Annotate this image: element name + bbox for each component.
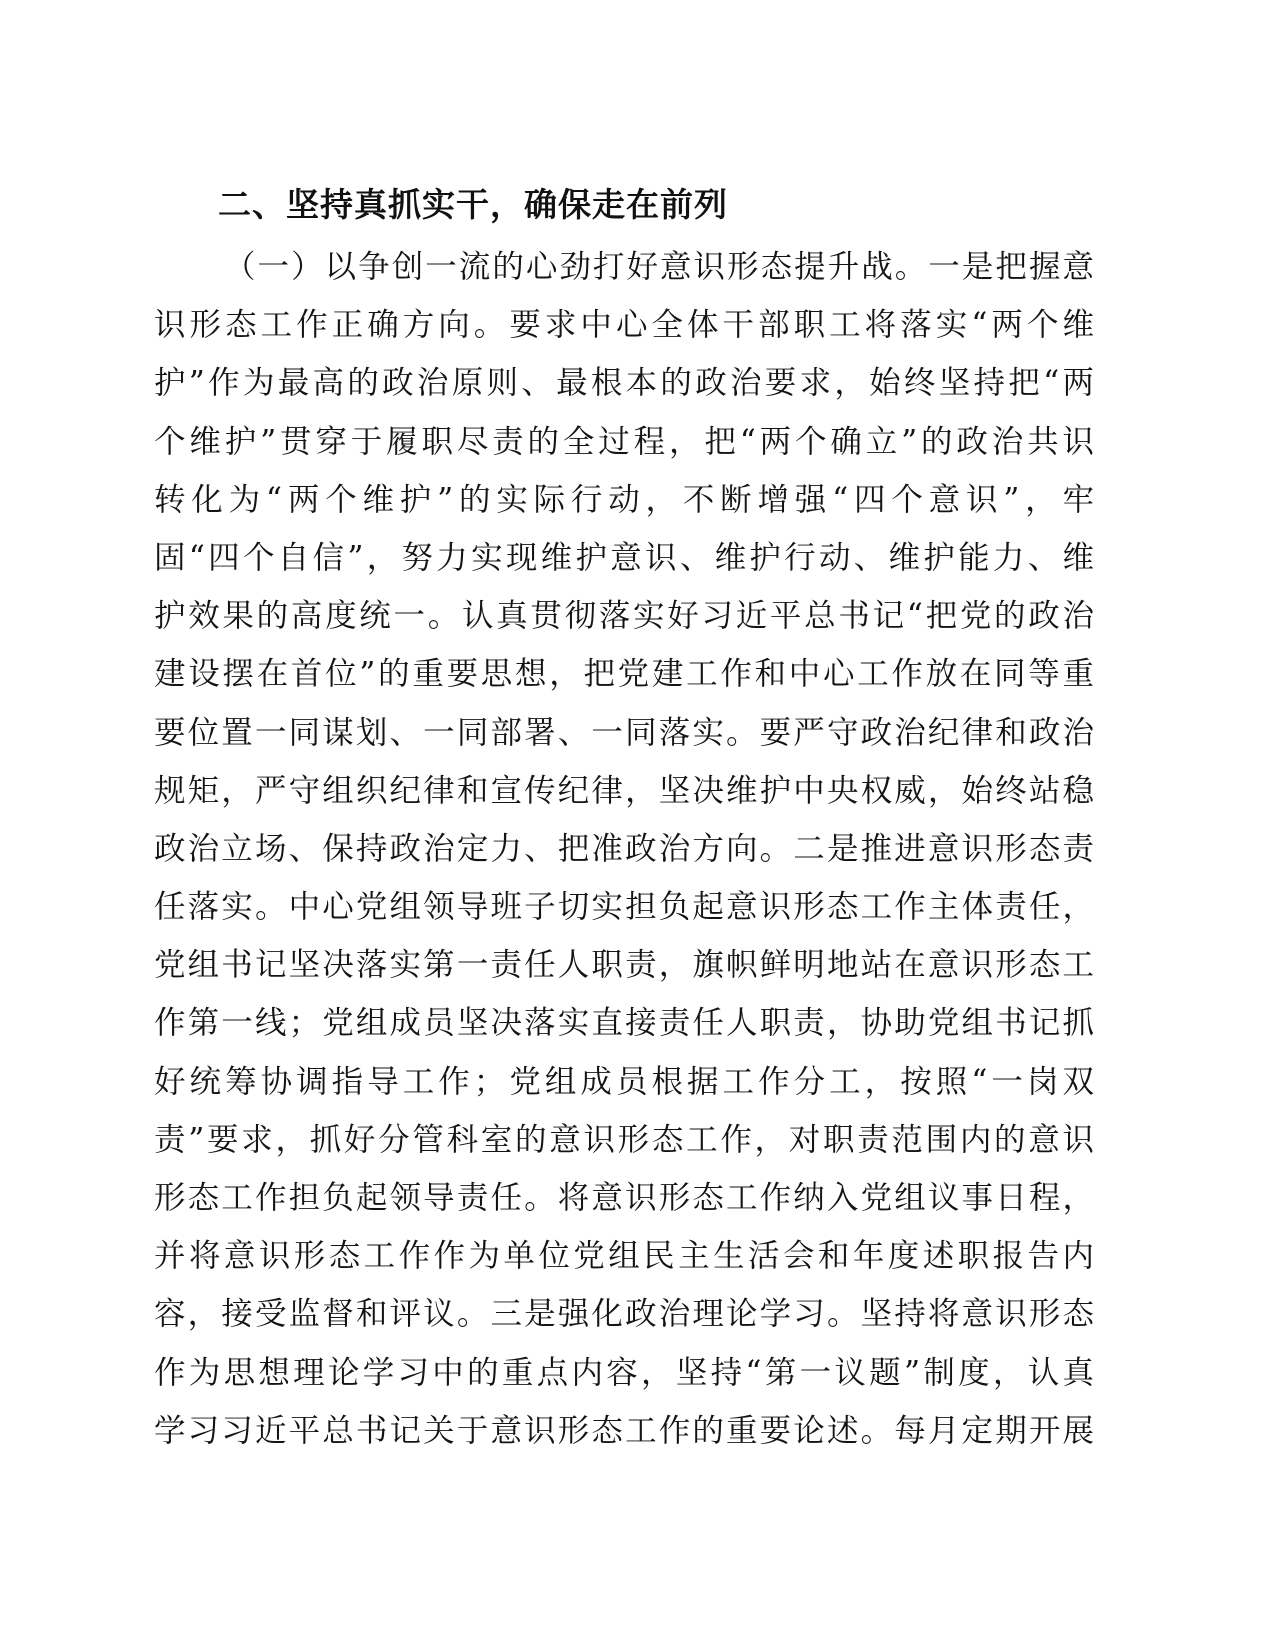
paragraph-line: 识形态工作正确方向。要求中心全体干部职工将落实“两个维: [154, 307, 1094, 344]
paragraph-line: 政治立场、保持政治定力、把准政治方向。二是推进意识形态责: [154, 830, 1094, 867]
paragraph-line: 护效果的高度统一。认真贯彻落实好习近平总书记“把党的政治: [154, 598, 1094, 635]
paragraph-line: 转化为“两个维护”的实际行动，不断增强“四个意识”，牢: [154, 481, 1094, 518]
paragraph-line: 固“四个自信”，努力实现维护意识、维护行动、维护能力、维: [154, 539, 1094, 576]
paragraph-line: 容，接受监督和评议。三是强化政治理论学习。坚持将意识形态: [154, 1296, 1094, 1333]
paragraph-line: 个维护”贯穿于履职尽责的全过程，把“两个确立”的政治共识: [154, 423, 1094, 460]
paragraph-line: 建设摆在首位”的重要思想，把党建工作和中心工作放在同等重: [154, 656, 1094, 693]
paragraph-line: 形态工作担负起领导责任。将意识形态工作纳入党组议事日程，: [154, 1180, 1094, 1216]
paragraph-line: 要位置一同谋划、一同部署、一同落实。要严守政治纪律和政治: [154, 714, 1094, 751]
paragraph-line: 并将意识形态工作作为单位党组民主生活会和年度述职报告内: [154, 1238, 1094, 1275]
paragraph-line: 护”作为最高的政治原则、最根本的政治要求，始终坚持把“两: [154, 365, 1094, 402]
section-heading: 二、坚持真抓实干，确保走在前列: [218, 185, 728, 224]
paragraph-line: 任落实。中心党组领导班子切实担负起意识形态工作主体责任，: [154, 889, 1094, 926]
paragraph-line: 作为思想理论学习中的重点内容，坚持“第一议题”制度，认真: [154, 1354, 1094, 1391]
paragraph-line: 学习习近平总书记关于意识形态工作的重要论述。每月定期开展: [154, 1412, 1094, 1449]
paragraph-line: 党组书记坚决落实第一责任人职责，旗帜鲜明地站在意识形态工: [154, 947, 1094, 984]
paragraph-line: 作第一线；党组成员坚决落实直接责任人职责，协助党组书记抓: [154, 1005, 1094, 1042]
body-paragraph: [154, 238, 1094, 1460]
paragraph-line: 好统筹协调指导工作；党组成员根据工作分工，按照“一岗双: [154, 1063, 1094, 1100]
paragraph-line: 规矩，严守组织纪律和宣传纪律，坚决维护中央权威，始终站稳: [154, 772, 1094, 809]
paragraph-line: 责”要求，抓好分管科室的意识形态工作，对职责范围内的意识: [154, 1121, 1094, 1158]
paragraph-line: （一）以争创一流的心劲打好意识形态提升战。一是把握意: [224, 249, 1094, 285]
